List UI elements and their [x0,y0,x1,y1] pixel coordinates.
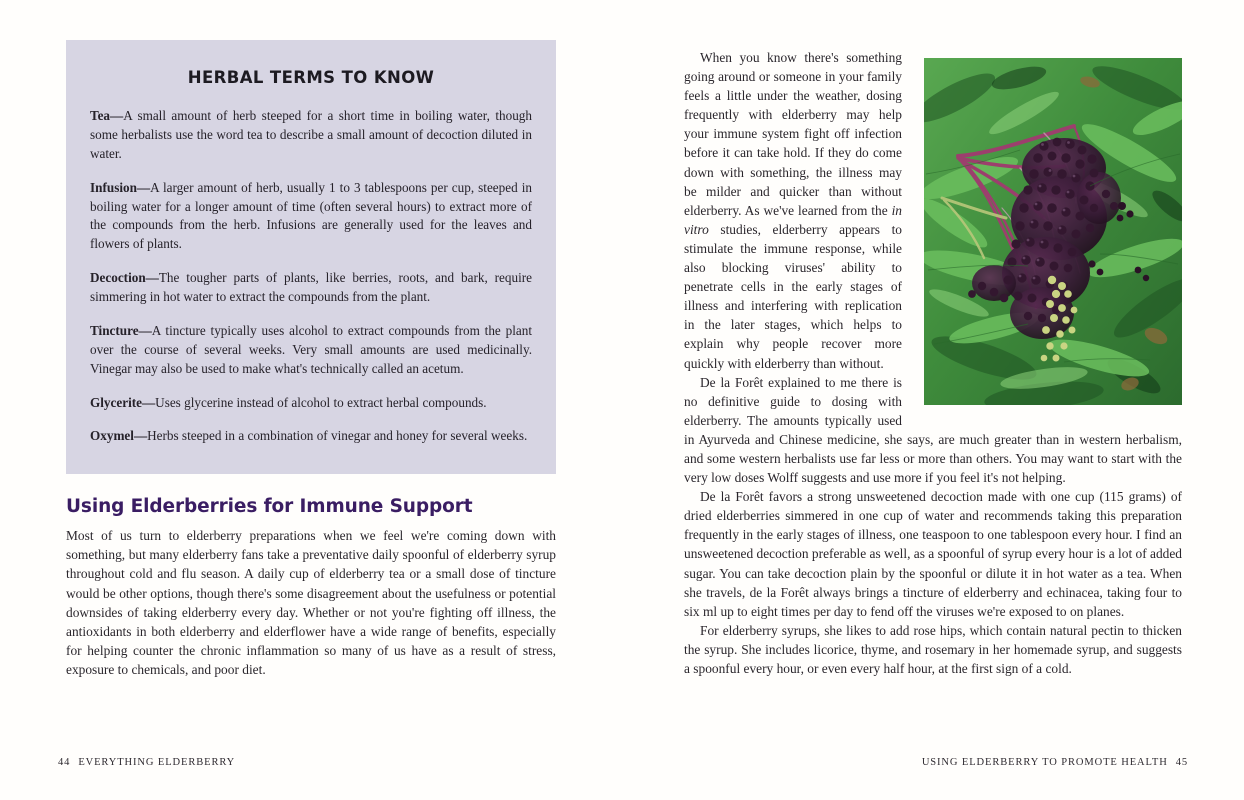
term-name: Infusion [90,179,137,195]
running-head: EVERYTHING ELDERBERRY [78,757,236,768]
term-name: Decoction [90,270,146,286]
term-entry [90,394,532,413]
term-definition: Herbs steeped in a combination of vinegar and honey for several weeks. [147,428,528,444]
term-definition: Uses glycerine instead of alcohol to extract herbal compounds. [155,394,487,410]
running-head: USING ELDERBERRY TO PROMOTE HEALTH [921,757,1168,768]
right-page [622,0,1244,800]
body-paragraph: De la Forêt favors a strong unsweetened decoction made with one cup (115 grams) of dried elderberries simmered in one cup of water and recommends taking this preparation frequently in the early stages of illness, one teaspoon to one tablespoon every hour. I find an unsweetened decoction preferable as well, as a spoonful of syrup every hour is a lot of added sugar. You can take decoction plain by the spoonful or dilute it in hot water as a tea. When she travels, de la Forêt always brings a tincture of elderberry and echinacea, taking four to six ml up to eight times per day to fend off the viruses we're exposed to on planes. [684,489,1182,619]
herbal-terms-sidebar [66,40,556,474]
elderberry-cluster-photo [924,58,1182,405]
term-definition: A larger amount of herb, usually 1 to 3 tablespoons per cup, steeped in boiling water for a longer amount of time (often several hours) to extract more of the compounds from the herb. Infusions are generally used for the leaves and flowers of plants. [90,179,532,252]
page-number: 45 [1175,757,1188,768]
term-name: Oxymel [90,428,134,444]
body-paragraph: De la Forêt explained to me there is no definitive guide to dosing with elderberry. The amounts typically used in Ayurveda and Chinese medicine, she says, are much greater than in western herbalism, and some western herbalists use far less or more than others. You may want to start with the very low doses Wolff suggests and use more if you feel it's not helping. [684,374,1182,486]
term-name: Tincture [90,322,139,338]
term-dash: — [141,394,156,410]
term-name: Glycerite [90,394,142,410]
page-number: 44 [58,757,71,768]
body-paragraph: Most of us turn to elderberry preparations when we feel we're coming down with something, but many elderberry fans take a preventative daily spoonful of elderberry syrup throughout cold and flu season. A daily cup of elderberry tea or a small dose of tincture would be other options, though there's some disagreement about the usefulness or potential downsides of taking elderberry every day. Whether or not you're fighting off illness, the antioxidants in both elderberry and elderflower have a wide range of benefits, especially for helping counter the chronic inflammation so many of us have as a result of stress, exposure to chemicals, and poor diet. [66,528,556,677]
term-definition: A tincture typically uses alcohol to extract compounds from the plant over the course of several weeks. Very small amounts are used medicinally. Vinegar may also be used to make what's technically called an acetum. [90,322,532,376]
term-name: Tea [90,108,111,123]
left-page-footer [58,757,235,768]
paragraph-text-before-italic: When you know there's something going around or someone in your family feels a little under the weather, dosing frequently with elderberry may help your immune system fight off infection before it can take hold. If they do come down with something, the illness may be milder and quicker than without elderberry. As we've learned from the [684,50,902,218]
term-dash: — [136,179,151,195]
right-page-footer [922,757,1188,768]
term-entry [90,179,532,255]
paragraph-text-after-italic: studies, elderberry appears to stimulate the immune response, while also blocking viruses' ability to penetrate cells in the early stages of illness and interfering with replication in the later stages, which helps to explain why people recover more quickly with elderberry than without. [684,221,902,371]
term-entry [90,427,532,446]
term-dash: — [138,322,152,338]
term-definition: A small amount of herb steeped for a short time in boiling water, though some herbalists use the word tea to describe a small amount of decoction diluted in water. [90,108,532,161]
italic-term: in vitro [684,202,902,237]
term-definition: The tougher parts of plants, like berries, roots, and bark, require simmering in hot water to extract the compounds from the plant. [90,270,532,304]
term-entry [90,107,532,164]
photo-artwork [924,58,1182,405]
section-heading: Using Elderberries for Immune Support [66,496,473,518]
term-dash: — [110,108,124,123]
sidebar-title: HERBAL TERMS TO KNOW [187,68,435,87]
right-page-content [684,48,1182,678]
term-entry [90,322,532,379]
body-paragraph: For elderberry syrups, she likes to add rose hips, which contain natural pectin to thicken the syrup. She includes licorice, thyme, and rosemary in her homemade syrup, and suggests a spoonful every hour, or even every half hour, at the first sign of a cold. [684,622,1182,676]
term-entry [90,269,532,307]
term-dash: — [145,270,159,286]
term-dash: — [133,428,148,444]
left-page-content [66,40,556,687]
